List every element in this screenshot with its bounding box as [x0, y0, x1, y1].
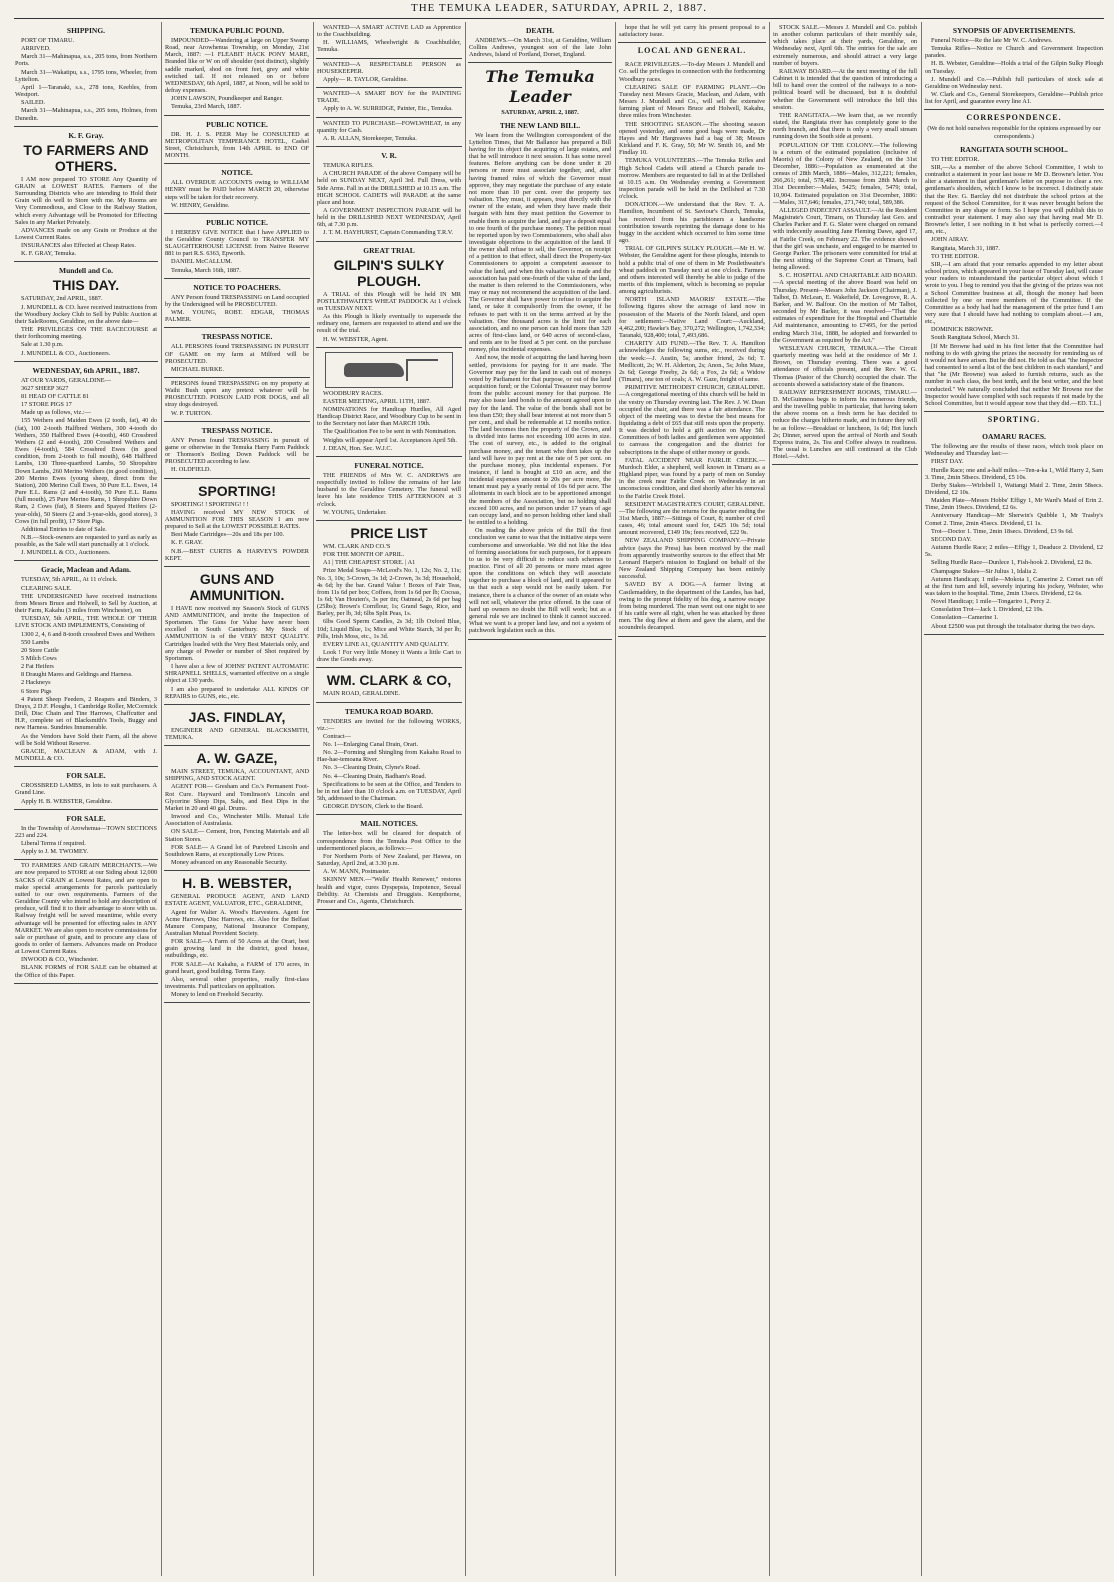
ad-text: A GOVERNMENT INSPECTION PARADE will be held in the DRILLSHED NEXT WEDNESDAY, April 6th, at 7.30 p.m. — [317, 206, 461, 229]
ad-text: About £2500 was put through the totalisator during the two days. — [931, 622, 1096, 630]
ad-text: CLEARING SALE OF FARMING PLANT.—On Tuesday next Messrs Gracie, Maclean, and Adam, with Messrs J. Mundell and Co., will sell the extensive farming plant of Messrs Bruce and Holwell, Kakahu, three miles from Winchester. — [619, 83, 765, 120]
advertisement — [164, 164, 310, 214]
ad-text: ANDREWS.—On March 31st, at Geraldine, William Collins Andrews, youngest son of the late John Andrews, Island of Portland, Dorset, England. — [469, 37, 611, 59]
ad-heading: NOTICE. — [221, 168, 253, 178]
ad-text: Weights will appear April 1st. Acceptances April 5th. — [323, 436, 457, 444]
advertisement — [164, 705, 310, 746]
ad-text: Champagne Stakes—Sir Julius 1, Idalia 2. — [931, 567, 1038, 575]
ad-heading: TRESPASS NOTICE. — [201, 332, 273, 342]
ad-text: 550 Lambs — [21, 638, 50, 646]
advertisement — [772, 22, 918, 465]
ad-display-heading: H. B. WEBSTER, — [182, 875, 292, 892]
ad-heading: TRESPASS NOTICE. — [201, 425, 273, 435]
ad-text: PERSONS found TRESPASSING on my property at Waihi Bush upon any pretext whatever will be PROSECUTED. POISON LAID FOR DOGS, and all stray dogs destroyed. — [165, 380, 309, 409]
ad-heading: PUBLIC NOTICE. — [206, 217, 268, 227]
ad-text: MAIN STREET, TEMUKA, ACCOUNTANT, AND SHIPPING, AND STOCK AGENT. — [165, 768, 309, 783]
ad-text: ALLEGED INDECENT ASSAULT.—At the Resident Magistrate's Court, Timaru, on Thursday last Geo. and Charles Parker and F. G. Slater were charged on remand with indecently assaulting Jane Fleming Dawe, aged 17, at Fairlie Creek, on February 22. The evidence showed that the girl was unchaste, and engaged to be married to George Parker. The prisoners were committed for trial at the next sitting of the Supreme Court at Timaru, bail being allowed. — [773, 206, 917, 272]
column-7 — [924, 22, 1104, 1576]
column-6 — [772, 22, 918, 1576]
ad-text: J. Mundell and Co.—Publish full particulars of stock sale at Geraldine on Wednesday next. — [925, 75, 1103, 90]
ad-text: TO FARMERS AND GRAIN MERCHANTS.—We are now prepared to STORE at our Siding about 12,000 SACKS of GRAIN at Lowest Rates, and are open to make special arrangements for parcels particularly suited to our own requirements. Farmers of the Geraldine County who intend to hold any description of produce, will find it to their advantage to store with us. Railway freight will be saved meantime, while every advantage will be presented for effecting sales in ANY MARKET. We are also open to receive commissions for sale or purchase of grain, and to procure any class of goods to order of farmers. Advances made on Produce at Lowest Current Rates. — [15, 862, 157, 956]
ad-text: H. WILLIAMS, Wheelwright & Coachbuilder, Temuka. — [317, 39, 461, 54]
ad-text: TEMUKA RIFLES. — [323, 162, 374, 170]
advertisement — [316, 668, 462, 702]
ad-text: ANY Person found TRESPASSING on Land occupied by the Undersigned will be PROSECUTED. — [165, 293, 309, 308]
ad-text: FIRST DAY. — [931, 458, 964, 466]
ad-text: And now, the mode of acquiring the land having been settled, provisions for paying for it are made. The Governor may pay for the land in cash out of moneys voted by Parliament for that purpose, or out of the land acquisition fund; or the Colonial Treasurer may borrow from the public account money for that purpose. He may also issue land bonds to the amount agreed upon to pay for the land. The value of the bonds shall not be less than £50; they shall bear interest at not more than 5 per cent., and shall be redeemable at 12 months notice. The land becomes then the property of the Crown, and is divided into farms not exceeding 100 acres in size. The cost of survey, etc., is added to the original purchase money, and the tenant who then takes up the land will have to pay rent at the rate of 5 per cent. on the purchase money, plus incidental expenses. For instance, if land is bought at £10 an acre, and the incidental expenses amount to 20s per acre more, the tenant must pay a yearly rental of 10s 6d per acre. The allotments in each block are to be apportioned amongst the members of the Association, but no holding shall exceed 100 acres, and no person under 17 years of age can occupy land, and no person holding other land shall be entitled to a holding. — [469, 354, 611, 527]
advertisement — [316, 521, 462, 669]
ad-text: WOODBURY RACES. — [323, 389, 383, 397]
ad-text: RACE PRIVILEGES.—To-day Messrs J. Mundell and Co. sell the privileges in connection with the forthcoming Woodbury races. — [619, 61, 765, 83]
advertisement — [164, 116, 310, 165]
advertisement — [316, 118, 462, 147]
ad-display-heading: GILPIN'S SULKY PLOUGH. — [333, 256, 445, 289]
ad-display-heading: PRICE LIST — [350, 524, 428, 541]
ad-text: W. Clark and Co., General Storekeepers, Geraldine—Publish price list for April, and guarantee every line A1. — [925, 91, 1103, 106]
advertisement — [316, 457, 462, 521]
advertisement — [316, 242, 462, 348]
ad-text: SAVED BY A DOG.—A farmer living at Castlemaddery, in the department of the Landes, has had, owing to the prompt fidelity of his dog, a narrow escape from being murdered. The man went out one night to see if his cattle were all right, when he was attacked by three men. The dog flew at them and gave the alarm, and the scoundrels decamped. — [619, 581, 765, 632]
ad-text: DONATION.—We understand that the Rev. T. A. Hamilton, Incumbent of St. Saviour's Church, Temuka, has received from his parishioners a handsome contribution towards reprinting the damage done to his buggy in the accident which occurred to him some time ago. — [619, 201, 765, 245]
ad-text: We learn from the Wellington correspondent of the Lyttelton Times, that Mr Ballance has prepared a Bill having for its object the acquiring of large estates, and that he will introduce it next session. It has some novel features. Before anything can be done under it 20 persons or more must associate together, and, after having framed rules of which the Governor must approve, they may negotiate the purchase of any estate not more than 10 per cent. over the property tax valuation. They must, it appears, treat directly with the owner of the estate, and when they have made their bargain with him they must petition the Governor to enable them to acquire the land, and pay a deposit equal to one fourth of the purchase money. The petition must be reported upon by two Commissioners, who shall also investigate objections to the acquisition of the land. If the owner shall refuse to sell, the Governor, on receipt of a petition to that effect, shall direct the Property-tax Commissioners to appoint a competent assessor to value the land, and when this valuation is made and the association has paid one-fourth of the value of the land, the matter is then referred to the Commissioners, who may or may not recommend the acquisition of the land. The Governor shall have power to refuse to acquire the land, or take it compulsorily from the owner, if he refuses to part with it on the terms arrived at by the valuation. One thousand acres is the limit for each association, and no one person can hold more than 320 acres of first-class land, or 640 acres of second-class, and rents are to be fixed at 5 per cent. on the purchase money, plus incidental expenses. — [469, 131, 611, 354]
ad-text: Consolation Trot—Jack 1. Dividend, £2 19s. — [931, 606, 1044, 614]
ad-heading: TEMUKA PUBLIC POUND. — [190, 26, 284, 35]
ad-text: TO THE EDITOR. — [931, 252, 980, 260]
ad-heading: RANGITATA SOUTH SCHOOL. — [960, 144, 1068, 154]
advertisement — [164, 871, 310, 1003]
ad-text: DOMINICK BROWNE. — [931, 326, 994, 334]
advertisement — [316, 348, 462, 457]
ad-text: ADVANCES made on any Grain or Produce at the Lowest Current Rates. — [15, 226, 157, 241]
column-rule — [161, 22, 162, 1576]
advertisement — [164, 378, 310, 422]
ad-text: Apply— R. TAYLOR, Geraldine. — [323, 75, 408, 83]
ad-text: INSURANCES also Effected at Cheap Rates. — [21, 242, 136, 250]
masthead: THE TEMUKA LEADER, SATURDAY, APRIL 2, 1887. — [410, 2, 708, 14]
ad-text: hope that he will yet carry his present proposal to a satisfactory issue. — [619, 24, 765, 39]
ad-text: ALL PERSONS found TRESPASSING IN PURSUIT OF GAME on my farm at Milford will be PROSECUTED. — [165, 343, 309, 365]
ad-text: GRACIE, MACLEAN & ADAM, with J. MUNDELL & CO. — [15, 747, 157, 763]
ad-text: FOR SALE—A Farm of 50 Acres at the Orari, best grain growing land in the district, good house, outbuildings, etc. — [165, 938, 309, 960]
ad-text: A CHURCH PARADE of the above Company will be held on SUNDAY NEXT, April 3rd. Full Dress, with Side Arms. Fall in at the DRILLSHED at 10.15 a.m. The HIGH SCHOOL CADETS will PARADE at the same place and hour. — [317, 170, 461, 206]
ad-text: No. 2—Forming and Shingling from Kakahu Road to Hae-hae-temoana River. — [317, 749, 461, 764]
ad-text: AGENT FOR— Gresham and Co.'s Permanent Foot-Rot Cure. Hayward and Tomlinson's Lincoln and Glycerine Sheep Dips, Salts, and Best Dips in the Market in 20 and 40 gal. Drums. — [165, 783, 309, 812]
ad-display-heading: TO FARMERS AND OTHERS. — [23, 141, 149, 174]
ad-text: Derby Stakes—Wirlsbell 1, Waitangi Maid 2. Time, 2min 58secs. Dividend, £2 10s. — [925, 481, 1103, 496]
ad-text: BLANK FORMS of FOR SALE can be obtained at the Office of this Paper. — [15, 964, 157, 979]
ad-heading: FUNERAL NOTICE. — [354, 460, 424, 470]
advertisement — [164, 479, 310, 567]
ad-heading: WEDNESDAY, 6th APRIL, 1887. — [32, 365, 140, 375]
issue-date: SATURDAY, APRIL 2, 1887. — [501, 109, 579, 117]
column-rule — [465, 22, 466, 1576]
ad-text: K. F. GRAY, Temuka. — [21, 250, 77, 258]
ad-text: HAVING received MY NEW STOCK of AMMUNITION FOR THIS SEASON I am now prepared to Sell at the LOWEST POSSIBLE RATES. — [165, 508, 309, 531]
ad-text: CLEARING SALE. — [21, 584, 72, 592]
ad-text: ON SALE— Cement, Iron, Fencing Materials and all Station Stores. — [165, 828, 309, 843]
advertisement — [14, 860, 158, 984]
ad-text: The following are the results of these races, which took place on Wednesday and Thursday last:— — [925, 443, 1103, 458]
ad-text: WESLEYAN CHURCH, TEMUKA.—The Circuit quarterly meeting was held at the residence of Mr J. Brown, on Thursday evening. There was a good attendance of officials present, and the Rev. W. G. Thomas (Pastor of the Church) occupied the chair. The accounts showed a satisfactory state of the finances. — [773, 344, 917, 388]
ad-text: No. 1—Enlarging Canal Drain, Orari. — [323, 741, 419, 748]
ad-text: Made up as follows, viz.:— — [21, 409, 91, 417]
ad-text: GENERAL PRODUCE AGENT, AND LAND ESTATE AGENT, VALUATOR, ETC., GERALDINE, — [165, 893, 309, 908]
ad-text: FOR SALE—At Kakahu, a FARM of 170 acres, in grand heart, good building. Terms Easy. — [165, 960, 309, 975]
ad-heading: MAIL NOTICES. — [360, 819, 418, 829]
ad-text: Temuka Rifles—Notice re Church and Government Inspection parades. — [925, 45, 1103, 60]
ad-text: Anniversary Handicap—Mr Sherwin's Quibble 1, Mr Trasby's Comet 2. Time, 2min 45secs. Dividend, £1 1s. — [925, 512, 1103, 527]
ad-text: Trot—Doctor 1. Time, 2min 18secs. Dividend, £3 9s 6d. — [931, 527, 1074, 535]
ad-text: The letter-box will be cleared for despatch of correspondence from the Temuka Post Office to the undermentioned places, as follows:— — [317, 830, 461, 852]
advertisement — [164, 422, 310, 479]
ad-text: I HAVE now received my Season's Stock of GUNS AND AMMUNITION, and invite the Inspection of Sportsmen. The Guns for Value have never been excelled in South Canterbury. My Stock of AMMUNITION is of the VERY BEST QUALITY. Cartridges loaded with the Very Best Materials only, and any charge of Powder or number of Shot required by Sportsmen. — [165, 604, 309, 662]
ad-text: South Rangitata School, March 31. — [931, 334, 1020, 342]
ad-text: THE FRIENDS of Mrs W. C. ANDREWS are respectfully invited to follow the remains of her late husband to the Geraldine Cemetery. The funeral will leave his late residence THIS AFTERNOON at 3 o'clock. — [317, 471, 461, 508]
ad-text: WANTED—A SMART BOY for the PAINTING TRADE. — [317, 90, 461, 105]
ad-text: TO THE EDITOR. — [931, 155, 980, 163]
ad-text: Apply H. B. WEBSTER, Geraldine. — [21, 797, 113, 805]
ad-text: SIR,—As a member of the above School Committee, I wish to contradict a statement in your last issue re Mr D. Browne's letter. You alter a statement in that gentleman's letter on purpose to clear a rev. gentleman's shoulders, which I know to be incorrect. I distinctly state that the Rev. G. Barclay did not distribute the school prizes at the request of the School Committee, for it was never brought before the Committee in any shape or form. So I hope you will publish this to contradict your statement. I may also say that having read Mr D. Browne's letter, I see nothing in it but what is perfectly correct.—I am, etc., — [925, 163, 1103, 236]
column-2 — [164, 22, 310, 1576]
ad-text: THE UNDERSIGNED have received instructions from Messrs Bruce and Holwell, to Sell by Auction, at their Farm, Kakahu (3 miles from Winchester), on — [15, 592, 157, 615]
ad-text: 81 HEAD OF CATTLE 81 — [21, 393, 89, 400]
ad-text: EVERY LINE A1, QUANTITY AND QUALITY. — [323, 640, 449, 648]
advertisement — [924, 141, 1104, 412]
ad-text: SPORTING! ! SPORTING! ! ! — [171, 500, 249, 508]
ad-text: A. R. ALLAN, Storekeeper, Temuka. — [323, 134, 417, 142]
ad-text: J. T. M. HAYHURST, Captain Commanding T.R.V. — [323, 229, 454, 237]
ad-text: N.B.—BEST CURTIS & HARVEY'S POWDER KEPT. — [165, 547, 309, 562]
ad-text: TUESDAY, 5th APRIL, At 11 o'clock. — [21, 576, 118, 584]
ad-text: 5 Milch Cows — [21, 655, 57, 662]
ad-heading: THE NEW LAND BILL. — [499, 120, 581, 130]
ad-text: ALL OVERDUE ACCOUNTS owing to WILLIAM HENRY must be PAID before MARCH 20, otherwise steps will be taken for their recovery. — [165, 179, 309, 201]
ad-text: WM. YOUNG, ROBT. EDGAR, THOMAS PALMER. — [165, 309, 309, 324]
ad-text: TUESDAY, 5th APRIL, THE WHOLE OF THEIR LIVE STOCK AND IMPLEMENTS, Consisting of — [15, 615, 157, 630]
ad-text: Agent for Walter A. Wood's Harvesters. Agent for Acme Harrows, Disc Harrows, etc. Also for the Belfast Manure Company, National Insurance Company, Australian Mutual Provident Society. — [165, 908, 309, 937]
column-rule — [921, 22, 922, 1576]
top-rule — [14, 18, 1104, 19]
ad-text: ARRIVED. — [21, 45, 51, 53]
advertisement — [618, 59, 766, 636]
advertisement — [14, 22, 158, 127]
ad-heading: PUBLIC NOTICE. — [206, 119, 268, 129]
ad-text: N.B.—Stock-owners are requested to yard as early as possible, as the Sale will start punctually at 1 o'clock. — [15, 533, 157, 549]
ad-text: STOCK SALE.—Messrs J. Mundell and Co. publish in another column particulars of their monthly sale, which takes place at their yards, Geraldine, on Wednesday next, April 6th. The entries for the sale are extremely numerous, and should attract a very large number of buyers. — [773, 24, 917, 67]
ad-heading: FOR SALE. — [66, 813, 106, 823]
ad-text: [If Mr Browne had said in his first letter that the Committee had nothing to do with giving the prizes the necessity for reminding us of it would not have arisen. But he did not. He told us that "the Inspector had consented to send a list of the best children in each standard," and that "he (Mr Browne) was asked to furnish returns, such as the number in each class, the best tenth, and the best writer, and the best conducted." We naturally concluded that neither Mr Browne nor the Inspector would have complied with such requests if not made by the School Committee, but it would appear now that they did.—ED. T.L.] — [925, 342, 1103, 407]
ad-text: 2 Hackneys — [21, 679, 51, 687]
ad-text: Consolation—Camerine 1. — [931, 614, 999, 622]
ad-display-heading: WM. CLARK & CO, — [326, 672, 452, 689]
ad-text: W. HENRY, Geraldine. — [171, 201, 230, 209]
ad-text: The Qualification Fee to be sent in with Nomination. — [323, 428, 457, 436]
ad-text: SAILED. — [21, 99, 45, 107]
ad-heading: NOTICE TO POACHERS. — [193, 282, 281, 292]
ad-display-heading: SPORTING! — [198, 482, 276, 499]
ad-text: W. YOUNG, Undertaker. — [323, 508, 387, 516]
ad-text: THE PRIVILEGES ON THE RACECOURSE at their forthcoming meeting. — [15, 326, 157, 341]
ad-text: In the Township of Arowhenua—TOWN SECTIONS 223 and 224. — [15, 824, 157, 839]
ad-text: SIR,—I am afraid that your remarks appended to my letter about school prizes, which appeared in your issue of Tuesday last, will cause your readers to misunderstand the particular object about which I wrote to you. I beg to remind you that the giving of the prizes was not a School Committee business at all, though the money had been collected by one or more members of the Committee. If the Committee as a body had had the management of the prize fund I am very sure that I should have had nothing to complain about.—I am, etc., — [925, 260, 1103, 326]
ad-text: S. C. HOSPITAL AND CHARITABLE AID BOARD.—A special meeting of the above Board was held on Thursday. Present—Messrs John Jackson (Chairman), J. Talbot, D. McLean, E. Wakefield, Dr. Lovegrove, R. A. Barker, and W. Balfour. On the motion of Mr Talbot, seconded by Mr Barker, it was resolved—"That the estimates of expenditure for the Hospital and Charitable Aid maintenance, amounting to £7495, for the period ending March 31st, 1888, be adopted and forwarded to the Government as required by the Act." — [773, 272, 917, 344]
ad-text: Maiden Plate—Messrs Hobbs' Effigy 1, Mr Ward's Maid of Erin 2. Time, 2min 19secs. Dividend, £2 6s. — [925, 497, 1103, 512]
ad-text: SECOND DAY. — [931, 535, 972, 543]
ad-text: Inwood and Co., Winchester Mills. Mutual Life Association of Australasia. — [165, 813, 309, 828]
ad-text: NOMINATIONS for Handicap Hurdles, All Aged Handicap District Race, and Woodbury Cup to be sent in to the Secretary not later than MARCH 19th. — [317, 406, 461, 428]
ad-text: H. OLDFIELD. — [171, 466, 212, 474]
ad-display-heading: THIS DAY. — [52, 277, 120, 294]
column-5 — [618, 22, 766, 1576]
advertisement — [164, 279, 310, 329]
ad-text: WANTED—A RESPECTABLE PERSON as HOUSEKEEPER. — [317, 60, 461, 75]
ad-text: Apply to J. M. TWOMEY. — [21, 848, 89, 856]
advertisement — [316, 88, 462, 117]
ad-text: J. MUNDELL & CO., Auctioneers. — [21, 349, 111, 357]
ad-text: Money advanced on any Reasonable Security. — [171, 859, 288, 867]
ad-text: Autumn Hurdle Race; 2 miles—Effigy 1, Deaduce 2. Dividend, £2 5s. — [925, 544, 1103, 559]
section-heading: SPORTING. — [987, 415, 1041, 425]
ad-text: March 31—Mahinapua, s.s., 205 tons, Holmes, from Dunedin. — [15, 107, 157, 122]
ad-text: I am also prepared to undertake ALL KINDS OF REPAIRS to GUNS, etc., etc. — [165, 685, 309, 700]
advertisement — [164, 746, 310, 871]
ad-text: Hurdle Race; one and a-half miles.—Ten-a-ka 1, Wild Harry 2, Sam 3. Time, 2min 58secs. Dividend, £5 10s. — [925, 466, 1103, 481]
ad-text: PRIMITIVE METHODIST CHURCH, GERALDINE.—A congregational meeting of this church will be held in the vestry on Thursday evening last. The Rev. J. W. Dean occupied the chair, and there was a fair attendance. The object of the meeting was to devise the best means for liquidating a debt of £65 that still rests upon the property. It was decided to hold a gift auction on May 5th. Committees of both ladies and gentlemen were appointed to canvass the congregation and the district for subscriptions in the shape of either money or goods. — [619, 384, 765, 456]
ad-text: DR. H. J. S. PEER May be CONSULTED at METROPOLITAN TEMPERANCE HOTEL, Cashel Street, Christchurch, from 14th APRIL to END OF MONTH. — [165, 130, 309, 160]
ad-text: A1 | THE CHEAPEST STORE. | A1 — [323, 559, 416, 567]
ad-text: WM. CLARK AND CO.'S — [323, 542, 391, 550]
ad-text: 3627 SHEEP 3627 — [21, 384, 69, 392]
ad-text: 8 Draught Mares and Geldings and Harness. — [21, 671, 133, 679]
section-heading: LOCAL AND GENERAL. — [637, 46, 747, 56]
ad-heading: SHIPPING. — [66, 26, 106, 35]
ad-text: 6lbs Good Sperm Candles, 2s 3d; 1lb Oxford Blue, 10d; Liquid Blue, 1s; Mice and White Starch, 3d per lb; Pills, Irish Moss, etc., 1s 3d. — [317, 618, 461, 640]
ad-text: SATURDAY, 2nd APRIL, 1887. — [21, 295, 103, 303]
ad-heading: V. R. — [381, 151, 397, 161]
advertisement — [468, 117, 612, 640]
ad-text: ANY Person found TRESPASSING in pursuit of game or otherwise in the Temuka Harry Farm Paddock or Thomson's Boiling Down Paddock will be PROSECUTED according to law. — [165, 436, 309, 466]
ad-text: 20 Store Cattle — [21, 646, 59, 654]
ad-text: 155 Wethers and Maiden Ewes (2 tooth, fat), 40 do (fat), 100 2-tooth Halfbred Wethers, 300 4-tooth do Wethers, 350 Halfbred Ewes (4-tooth), 460 Crossbred Wethers (2 and 4-tooth), 200 Crossbred Wethers and Ewes (4-tooth), 584 Crossbred Ewes (in good condition, from 2-tooth to full mouth), 648 Halfbred Lambs, 130 Three-quartbred Lambs, 50 Shropshire Down Lambs, 260 Merino Wethers (in good condition), 200 Merino Ewes (young sheep, direct from the Station), 200 Merino Cull Ewes, 30 Pure E.L. Ewes, 14 Pure E.L. Rams (2 and 4-tooth), 50 Pure E.L. Rams (full mouth), 25 Pure Merino Rams, 1 Shropshire Down Ram, 2 Cows (fat), 8 Steers and Spayed Heifers (2-year-olds), 50 Steers (2 and 3-year-olds, good stores), 3 Cows (in full profit), 17 Store Pigs. — [15, 417, 157, 525]
ad-text: No. 4—Cleaning Drain, Badham's Road. — [323, 772, 427, 780]
advertisement — [316, 59, 462, 88]
ad-text: TEMUKA VOLUNTEERS.—The Temuka Rifles and High School Cadets will attend a Church parade to-morrow. Members are requested to fall in at the Drillshed at 10.15 a.m. On Wednesday evening a Government inspection parade will be held in the Drillshed at 7.30 o'clock. — [619, 157, 765, 201]
ad-text: H. W. WEBSTER, Agent. — [323, 335, 389, 343]
ad-text: Additional Entries to date of Sale. — [21, 525, 107, 533]
advertisement — [924, 428, 1104, 635]
advertisement — [164, 567, 310, 705]
ad-text: DANIEL McCALLUM. — [171, 258, 233, 266]
advertisement — [468, 22, 612, 63]
ad-text: MAIN ROAD, GERALDINE. — [323, 690, 400, 698]
ad-text: CROSSBRED LAMBS, in lots to suit purchasers. A Grand Line. — [15, 782, 157, 797]
ad-heading: DEATH. — [526, 26, 554, 35]
ad-heading: Gracie, Maclean and Adam. — [41, 565, 131, 575]
advertisement — [316, 147, 462, 242]
ad-heading: TEMUKA ROAD BOARD. — [344, 706, 434, 716]
advertisement — [14, 262, 158, 361]
ad-text: AT OUR YARDS, GERALDINE— — [21, 376, 111, 384]
ad-text: WANTED—A SMART ACTIVE LAD as Apprentice to the Coachbuilding. — [317, 24, 461, 39]
ad-text: GEORGE DYSON, Clerk to the Board. — [323, 803, 424, 811]
ad-heading: OAMARU RACES. — [982, 432, 1046, 442]
ad-text: 17 STORE PIGS 17 — [21, 401, 72, 409]
ad-text: No. 3—Cleaning Drain, Clyne's Road. — [323, 764, 421, 772]
ad-text: Sale at 1.30 p.m. — [21, 341, 64, 349]
ad-text: Money to lend on Freehold Security. — [171, 991, 264, 999]
ad-text: IMPOUNDED—Wandering at large on Upper Swamp Road, near Arowhenua Township, on Monday, 21st March, 1887: —1 FLEABIT HACK PONY MARE, Branded like or W on off shoulder (not distinct), slightly saddle marked, shod on front feet, grey and white switched tail. If not released on or before WEDNESDAY, 6th April, 1887, at Noon, will be sold to defray expenses. — [165, 37, 309, 95]
ad-text: RAILWAY REFRESHMENT ROOMS, TIMARU.—D. McGuinness begs to inform his numerous friends, and the travelling public in particular, that having taken the above rooms on a fresh term he has decided to reduce the charges hitherto made, and in future they will be as follow:—Breakfast or luncheon, 1s 6d; Hot lunch 2s; Dinner, served upon the arrival of North and South Express trains, 2s. Tea and Coffee always in readiness. The usual is Lunches are still continued at the Club Hotel.—Advt. — [773, 388, 917, 461]
ad-text: On reading the above précis of the Bill the first conclusion we came to was that the initiative steps were cumbersome and unworkable. We did not like the idea of forming associations for such purposes, for it appears to us to be very difficult to reduce such schemes to practice. First of all 20 persons or more must agree upon the conditions on which they will associate together to purchase a block of land, and it appeared to us that such a step would not be easily taken. For instance, there is a chance of the owner of an estate who will not sell, whatever the price offered. In the case of hard up owners no doubt the Bill will work; but as a general rule we are inclined to think it cannot succeed. What we want is a proper land law, and not a system of patchwork legislation such as this. — [469, 527, 611, 635]
ad-text: Prize Medal Soaps—McLeod's No. 1, 12s; No. 2, 11s; No. 3, 10s; 3-Crown, 3s 1d; 2-Crown, 3s 3d; Household, 4s 6d; by the bar. Grand Value ! Boxes of Fair Teas, from 11s 6d per box; Coffees, from 1s 6d per lb; Cocoas, 1s 6d; Van Houten's, 3s per tin; Oatmeal, 2s 6d per bag (25lbs); Brown's Cornflour, 1s; Grand Sago, Rice, and Barley, per lb, 3d; 6lbs Split Peas, 1s. — [317, 567, 461, 618]
ad-heading: FOR SALE. — [66, 771, 106, 781]
ad-text: 1300 2, 4, 6 and 8-tooth crossbred Ewes and Wethers — [21, 630, 155, 638]
ad-text: Selling Hurdle Race—Dunlece 1, Fish-hook 2. Dividend, £2 8s. — [931, 559, 1093, 567]
horse-race-engraving — [325, 352, 453, 388]
ad-text: Apply to A. W. SURRIDGE, Painter, Etc., Temuka. — [323, 105, 453, 113]
ad-text: ENGINEER AND GENERAL BLACKSMITH, TEMUKA. — [165, 726, 309, 741]
ad-text: CHARITY AID FUND.—The Rev. T. A. Hamilton acknowledges the following sums, etc., received during the week:—J. Austin, 5s; another friend, 2s 6d; T. Medlicott, 2s; W. H. Alderton, 2s; Anon., 5s; John Maze, 2s 6d; George Freeby, 2s 6d; a Fox, 2s 6d; a Widow (Timaru), one ton of coals; A. W. Gaze, freight of same. — [619, 340, 765, 384]
ad-text: JOHN AIRAY. — [931, 236, 969, 244]
ad-text: Liberal Terms if required. — [21, 839, 86, 847]
column-rule — [615, 22, 616, 1576]
ad-text: March 31—Mahinapua, s.s., 205 tons, from Northern Ports. — [15, 53, 157, 68]
ad-text: NEW ZEALAND SHIPPING COMPANY.—Private advice (says the Press) has been received by the mail from apparently trustworthy sources to the effect that Mr Leonard Harper's mission to England on behalf of the New Zealand Shipping Company has been entirely successful. — [619, 537, 765, 581]
ad-text: Temuka, March 16th, 1887. — [171, 266, 241, 274]
ad-text: PORT OF TIMARU. — [21, 37, 75, 44]
ad-text: THE SHOOTING SEASON.—The shooting season opened yesterday, and some good bags were made, Dr Hayes and Mr Hargreaves had a bag of 38; Messrs Kirkland and F. K. Gray, 50; Mr W. Smith 16, and Mr Findlay 10. — [619, 120, 765, 157]
column-1 — [14, 22, 158, 1576]
advertisement — [316, 815, 462, 910]
ad-text: March 31—Wakatipu, s.s., 1795 tons, Wheeler, from Lyttelton. — [15, 68, 157, 83]
ad-text: FATAL ACCIDENT NEAR FAIRLIE CREEK.—Murdoch Elder, a shepherd, well known in Timaru as a Highland piper, was found by a party of men on Sunday in the creek near Fairlie Creek on Wednesday in an unconscious condition, and died shortly after his removal to the Fairlie Creek Hotel. — [619, 456, 765, 500]
ad-text: NORTH ISLAND MAORIS' ESTATE.—The following figures show the acreage of land now in possession of the Maoris of the North Island, and open for settlement:—Native Land Court:—Auckland, 4,462,200; Hawke's Bay, 370,272; Wellington, 1,742,334; Taranaki, 928,400; total, 7,493,686. — [619, 296, 765, 340]
ad-heading: Mundell and Co. — [59, 266, 113, 276]
advertisement — [14, 362, 158, 562]
ad-text: H. B. Webster, Geraldine—Holds a trial of the Gilpin Sulky Plough on Tuesday. — [925, 60, 1103, 75]
ad-text: A TRIAL of this Plough will be held IN MR POSTLETHWAITE'S WHEAT PADDOCK At 1 o'clock on TUESDAY NEXT. — [317, 290, 461, 312]
ad-text: RESIDENT MAGISTRATE'S COURT, GERALDINE.—The following are the returns for the quarter ending the 31st March, 1887:—Sittings of Court, 8; number of civil cases, 46; total amount sued for, £425 10s 5d; total amount recovered, £149 19s; fees received, £22 9s. — [619, 500, 765, 537]
advertisement — [14, 767, 158, 809]
section-heading: CORRESPONDENCE. — [966, 113, 1062, 123]
ad-text: J. MUNDELL & CO. have received instructions from the Woodbury Jockey Club to Sell by Public Auction at their SaleRooms, Geraldine, on the above date— — [15, 303, 157, 325]
column-3 — [316, 22, 462, 1576]
ad-text: FOR THE MONTH OF APRIL. — [323, 551, 405, 559]
ad-text: I AM now prepared TO STORE Any Quantity of GRAIN at LOWEST RATES. Farmers of the Surrounding Districts who are intending to Hold their Grain will do well to Store with me. My Rooms are Very Commodious, and Close to the Railway Station, which every Advantage will be Promoted for Effecting Sales in any Market Privately. — [15, 175, 157, 226]
advertisement — [316, 703, 462, 816]
advertisement — [164, 328, 310, 378]
ad-text: TRIAL OF GILPIN'S SULKY PLOUGH.—Mr H. W. Webster, the Geraldine agent for these ploughs, intends to hold a public trial of one of them in Mr Postlethwaite's wheat paddock on Tuesday next at one o'clock. Farmers and others interested will thereby be able to judge of the merits of this implement, which is becoming so popular among agriculturists. — [619, 245, 765, 296]
ad-text: As the Vendors have Sold their Farm, all the above will be Sold Without Reserve. — [15, 732, 157, 747]
ad-text: TENDERS are invited for the following WORKS, viz.:— — [317, 717, 461, 732]
column-rule — [313, 22, 314, 1576]
ad-text: WANTED TO PURCHASE—FOWLWHEAT, in any quantity for Cash. — [317, 119, 461, 134]
ad-text: Also, several other properties, really first-class investments. Full particulars on application. — [165, 975, 309, 991]
ad-text: RAILWAY BOARD.—At the next meeting of the full Cabinet it is intended that the question of introducing a bill to hand over the control of the railways to a non-political board will be discussed, but it is doubtful whether the Government will introduce the bill this session. — [773, 67, 917, 111]
ad-text: April 1—Taranaki, s.s., 278 tons, Keebles, from Westport. — [15, 83, 157, 99]
ad-text: W. P. TURTON. — [171, 409, 212, 417]
advertisement — [164, 22, 310, 116]
ad-text: Autumn Handicap; 1 mile—Mokoia 1, Camerine 2. Comet ran off at the first turn and fell, severely injuring his jockey, Webster, who was taken to the hospital. Time, 2min 13secs. Dividend, £2 6s. — [925, 575, 1103, 597]
ad-text: MICHAEL BURKE. — [171, 365, 224, 373]
ad-text: Temuka, 23rd March, 1887. — [171, 103, 242, 111]
advertisement — [14, 561, 158, 767]
ad-text: JOHN LAWSON, Poundkeeper and Ranger. — [171, 95, 283, 103]
ad-display-heading: A. W. GAZE, — [196, 750, 278, 767]
column-rule — [769, 22, 770, 1576]
ad-text: I HEREBY GIVE NOTICE that I have APPLIED to the Geraldine County Council to TRANSFER MY SLAUGHTERHOUSE LICENSE from Native Reserve 881 to part R.S. 6363, Epworth. — [165, 228, 309, 258]
ad-text: SKINNY MEN.—"Wells' Health Renewer," restores health and vigor, cures Dyspepsia, Impotence, Sexual Debility. At Chemists and Druggists. Kempthorne, Prosser and Co., Agents, Christchurch. — [317, 876, 461, 905]
ad-text: 4 Patent Sheep Feeders, 2 Reapers and Binders, 3 Drays, 2 D.F. Ploughs, 1 Cambridge Roller, McCormick Drill, Disc Chain and Tine Harrows, Chaffcutter and H.P., complete set of Blacksmith's Tools, Buggy and new Harness. Sundries Innumerable. — [15, 695, 157, 732]
ad-text: INWOOD & CO., Winchester. — [21, 956, 99, 964]
ad-text: THE RANGITATA.—We learn that, as we recently stated, the Rangitata river has completely gone to the north branch, and that there is only a very small stream running down the South side at present. — [773, 111, 917, 141]
ad-text: Best Made Cartridges—20s and 18s per 100. — [171, 531, 285, 539]
ad-text: Specifications to be seen at the Office, and Tenders to be in not later than 10 o'clock a.m. on TUESDAY, April 5th, addressed to the Chairman. — [317, 780, 461, 803]
advertisement — [316, 22, 462, 59]
advertisement — [618, 22, 766, 43]
advertisement — [924, 22, 1104, 110]
ad-text: K. F. GRAY. — [171, 539, 203, 547]
section-note: (We do not hold ourselves responsible for the opinions expressed by our correspondents.) — [927, 126, 1101, 140]
ad-text: EASTER MEETING, APRIL 11TH, 1887. — [323, 397, 431, 405]
ad-text: 2 Fat Heifers — [21, 663, 54, 671]
ad-heading: SYNOPSIS OF ADVERTISEMENTS. — [952, 26, 1076, 35]
ad-text: J. DEAN, Hon. Sec. W.J.C. — [323, 444, 393, 452]
ad-text: For Northern Ports of New Zealand, per Hawea, on Saturday, April 2nd, at 3.30 p.m. — [317, 852, 461, 868]
column-4 — [468, 22, 612, 1576]
ad-display-heading: JAS. FINDLAY, — [188, 708, 286, 725]
ad-text: Novel Handicap; 1 mile—Tongariro 1, Percy 2. — [931, 598, 1051, 606]
ad-text: Funeral Notice—Re the late Mr W. C. Andrews. — [931, 37, 1053, 44]
advertisement — [14, 810, 158, 861]
ad-text: Contract— — [323, 732, 351, 740]
ad-heading: GREAT TRIAL — [363, 245, 415, 255]
ad-text: POPULATION OF THE COLONY.—The following is a return of the estimated population (inclusive of Maoris) of the Colony of New Zealand, on the 31st December, 1886:—Population as enumerated at the census of 28th March, 1886—Males, 312,221; females, 266,261; total, 578,482. Increase from 28th March to 31st December:—Males, 5425; females, 5479; total, 10,904. Estimated population on 31st December, 1886:—Males, 317,646; females, 271,740; total, 589,386. — [773, 141, 917, 206]
ad-text: I have also a few of JOHNS' PATENT AUTOMATIC SHRAPNELL SHELLS, warranted effective on a single object at 130 yards. — [165, 663, 309, 685]
newspaper-title: The Temuka Leader — [485, 67, 595, 107]
ad-text: J. MUNDELL & CO., Auctioneers. — [21, 549, 111, 557]
advertisement — [164, 214, 310, 279]
ad-text: FOR SALE— A Grand lot of Purebred Lincoln and Southdown Rams, at exceptionally Low Prices. — [165, 843, 309, 858]
ad-text: As this Plough is likely eventually to supersede the ordinary one, farmers are requested to attend and see the result of the trial. — [317, 313, 461, 335]
ad-text: 6 Store Pigs — [21, 687, 52, 695]
ad-text: Rangitata, March 31, 1887. — [931, 244, 1000, 252]
ad-display-heading: GUNS AND AMMUNITION. — [189, 570, 285, 603]
ad-text: Look ! For very little Money it Wants a little Cart to draw the Goods away. — [317, 649, 461, 664]
ad-text: A. W. MANN, Postmaster. — [323, 868, 391, 876]
ad-heading: K. F. Gray. — [68, 130, 104, 140]
advertisement — [14, 127, 158, 263]
